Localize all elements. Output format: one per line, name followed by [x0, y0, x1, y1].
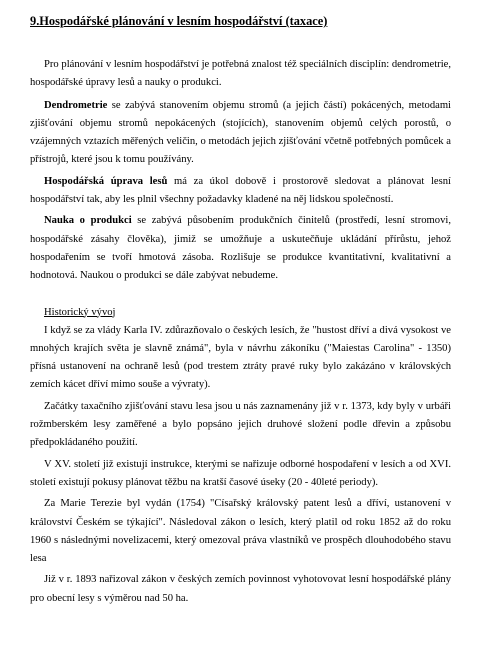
dendrometrie-text: se zabývá stanovením objemu stromů (a jejich částí) pokácených, metodami zjišťování objemu stromů nepokácených (stojících), stanovením objemů celých porostů, o vzájemných vztazích měřených veličin, o metodách jejich zjišťování včetně potřebných pomůcek a přístrojů, které jsou k tomu používány.	[30, 99, 451, 166]
dendrometrie-paragraph	[30, 97, 451, 170]
uprava-term: Hospodářská úprava lesů	[44, 175, 168, 187]
nauka-paragraph	[30, 212, 451, 285]
page-title: 9.Hospodářské plánování v lesním hospodářství (taxace)	[30, 14, 328, 28]
uprava-paragraph	[30, 173, 451, 210]
uprava-text: má za úkol dobově i prostorově sledovat a plánovat lesní hospodářství tak, aby les plnil všechny požadavky kladené na něj lidskou společností.	[30, 175, 451, 206]
history-paragraph: I když se za vlády Karla IV. zdůrazňovalo o českých lesích, že "hustost dříví a divá vysokost ve mnohých krajích světa je slavně známá", byla v návrhu zákoníku ("Maiestas Carolina" - 1350) přísná ustanovení na ochraně lesů (pod trestem ztráty pravé ruky bylo zakázáno v královských zemích kácet dříví mimo souše a vývraty).	[30, 324, 451, 391]
history-paragraph: V XV. století již existují instrukce, kterými se nařizuje odborné hospodaření v lesích a od XVI. století existují pokusy plánovat těžbu na kratší časové úseky (20 - 40leté periody).	[30, 458, 451, 488]
intro-paragraph: Pro plánování v lesním hospodářství je potřebná znalost též speciálních disciplín: dendrometrie, hospodářské úpravy lesů a nauky o produkci.	[30, 59, 451, 89]
history-heading: Historický vývoj	[44, 306, 116, 318]
history-paragraph: Již v r. 1893 nařizoval zákon v českých zemích povinnost vyhotovovat lesní hospodářské plány pro obecní lesy s výměrou nad 50 ha.	[30, 574, 451, 604]
nauka-text: se zabývá působením produkčních činitelů (prostředí, lesní stromovi, hospodářské zásahy člověka), jimiž se umožňuje a uskutečňuje ukládání přírůstu, jehož hospodařením se tvoří hmotová zásoba. Rozlišuje se produkce kvantitativní, kvalitativní a hodnotová. Naukou o produkci se dále zabývat nebudeme.	[30, 215, 451, 282]
history-paragraph: Za Marie Terezie byl vydán (1754) "Císařský královský patent lesů a dříví, ustanovení v království Českém se týkající". Následoval zákon o lesích, který platil od roku 1852 až do roku 1960 s následnými novelizacemi, který omezoval práva vlastníků ve prospěch dlouhodobého stavu lesa	[30, 498, 451, 565]
history-paragraph: Začátky taxačního zjišťování stavu lesa jsou u nás zaznamenány již v r. 1373, kdy byly v urbáři rožmberském lesy zaměřené a bylo popsáno jejich druhové složení podle dřevin a způsobu předpokládaného použití.	[30, 400, 451, 449]
dendrometrie-term: Dendrometrie	[44, 99, 108, 111]
nauka-term: Nauka o produkci	[44, 215, 132, 227]
